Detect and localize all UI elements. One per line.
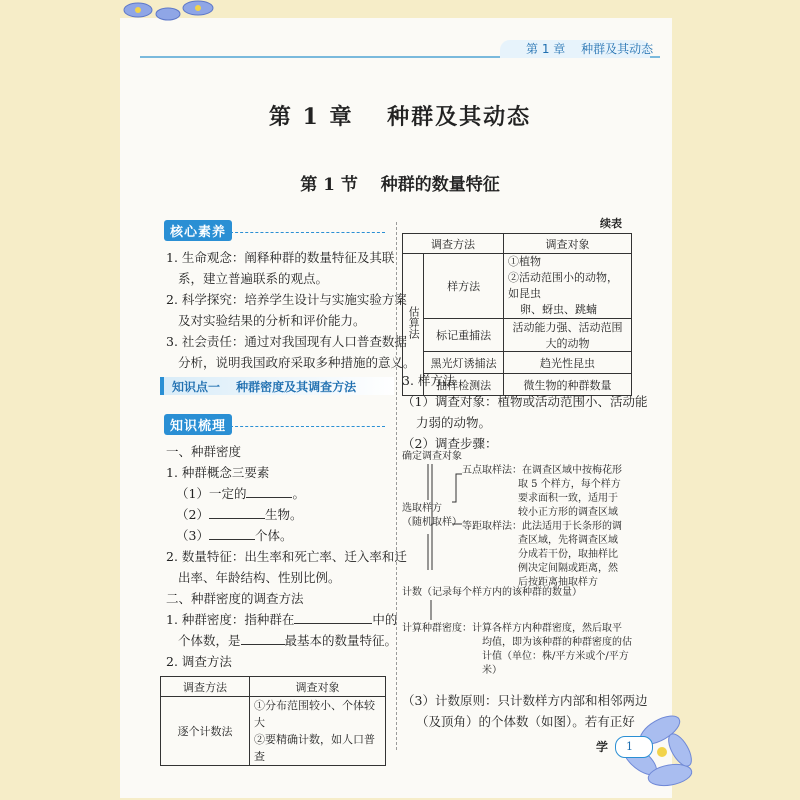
review-text: 中的 xyxy=(372,612,398,627)
table-cell-line: ②要精确计数，如人口普查 xyxy=(254,733,375,763)
page-number: 1 xyxy=(626,740,633,753)
sampling-p2: （2）调查步骤： xyxy=(402,436,498,451)
core-item-1: 1. 生命观念：阐释种群的数量特征及其联 xyxy=(166,250,395,265)
review-heading-1: 一、种群密度 xyxy=(166,444,242,459)
review-text: 生物。 xyxy=(264,507,303,522)
core-literacy-tag: 核心素养 xyxy=(164,220,232,241)
flow-text-line: 计算种群密度：计算各样方内种群密度，然后取平 xyxy=(402,623,622,634)
review-heading-2: 二、种群密度的调查方法 xyxy=(166,591,304,606)
review-text: 1. 种群密度：指种群在 xyxy=(166,612,295,627)
sampling-p1: （1）调查对象：植物或活动范围小、活动能 xyxy=(402,394,648,409)
flow-count-step: 计数（记录每个样方内的该种群的数量） xyxy=(402,587,582,598)
table-cell-line: ①分布范围较小、个体较大 xyxy=(254,699,375,729)
fill-blank xyxy=(246,497,292,498)
review-line xyxy=(176,483,305,504)
tag-rule xyxy=(230,232,385,234)
table-cell-line: ②活动范围小的动物，如昆虫 xyxy=(508,271,618,300)
five-point-method xyxy=(462,464,622,520)
flow-text-line: 计值（单位：株/平方米或个/平方 xyxy=(482,651,629,662)
table-cell-line: ①植物 xyxy=(508,255,541,268)
review-line xyxy=(176,525,292,546)
flow-select-line: 选取样方 xyxy=(402,503,442,514)
flow-text-line: 取 5 个样方，每个样方 xyxy=(518,479,621,490)
flow-text-line: 例决定间隔或距离，然 xyxy=(518,563,618,574)
flow-text-line: 五点取样法：在调查区域中按梅花形 xyxy=(462,465,622,476)
page-number-badge xyxy=(615,736,653,758)
review-line: 2. 数量特征：出生率和死亡率、迁入率和迁 xyxy=(166,549,407,564)
review-text: 。 xyxy=(292,486,305,501)
table-continued-label: 续表 xyxy=(600,217,622,230)
table-cell-objects: 微生物的种群数量 xyxy=(504,374,632,396)
section-title: 第 1 节 种群的数量特征 xyxy=(300,175,500,195)
flower-decoration-icon xyxy=(118,0,228,32)
table-cell-method: 逐个计数法 xyxy=(161,697,250,766)
table-header: 调查对象 xyxy=(504,234,632,254)
review-line xyxy=(166,609,397,630)
review-line: 1. 种群概念三要素 xyxy=(166,465,270,480)
table-cell-line: 卵、蚜虫、跳蝻 xyxy=(520,303,597,316)
sampling-heading: 3. 样方法 xyxy=(402,373,456,388)
review-line xyxy=(176,504,302,525)
table-header: 调查对象 xyxy=(250,677,386,697)
footer-subject: 学 xyxy=(596,740,609,754)
review-text: 个体。 xyxy=(254,528,293,543)
fill-blank xyxy=(241,644,285,645)
flow-select-line: （随机取样） xyxy=(402,517,462,528)
review-line: 2. 调查方法 xyxy=(166,654,232,669)
fill-blank xyxy=(294,623,372,624)
review-text: 最基本的数量特征。 xyxy=(284,633,398,648)
core-item-1-cont: 系，建立普遍联系的观点。 xyxy=(178,271,329,286)
flow-arrow-icon xyxy=(426,600,436,622)
review-text: （3） xyxy=(176,528,209,543)
table-cell-method: 抽样检测法 xyxy=(424,374,504,396)
review-line xyxy=(178,630,397,651)
flow-text-line: 米） xyxy=(482,665,502,676)
fill-blank xyxy=(209,518,265,519)
table-cell-method: 黑光灯诱捕法 xyxy=(424,352,504,374)
fill-blank xyxy=(209,539,255,540)
table-cell-objects xyxy=(250,697,386,766)
core-item-3-cont: 分析，说明我国政府采取多种措施的意义。 xyxy=(178,355,416,370)
table-cell-objects: 活动能力强、活动范围大的动物 xyxy=(504,319,632,352)
flow-text-line: 较小正方形的调查区域 xyxy=(518,507,618,518)
sampling-p3: （3）计数原则：只计数样方内部和相邻两边 xyxy=(402,693,648,708)
running-title: 第 1 章 种群及其动态 xyxy=(526,42,654,56)
knowledge-point-title: 知识点一 种群密度及其调查方法 xyxy=(172,380,357,394)
table-cell-objects xyxy=(504,254,632,319)
chapter-title: 第 1 章 种群及其动态 xyxy=(268,104,532,130)
table-header: 调查方法 xyxy=(161,677,250,697)
table-cell-objects: 趋光性昆虫 xyxy=(504,352,632,374)
survey-methods-table xyxy=(160,676,386,766)
equal-distance-method xyxy=(462,520,622,590)
flow-start: 确定调查对象 xyxy=(402,451,462,462)
flow-text-line: 均值，即为该种群的种群密度的估 xyxy=(482,637,632,648)
core-item-3: 3. 社会责任：通过对我国现有人口普查数据 xyxy=(166,334,407,349)
tag-rule xyxy=(230,426,385,428)
review-line: 出率、年龄结构、性别比例。 xyxy=(178,570,341,585)
review-text: （2） xyxy=(176,507,209,522)
column-divider xyxy=(396,222,397,750)
flow-text-line: 等距取样法：此法适用于长条形的调 xyxy=(462,521,622,532)
flow-text-line: 分成若干份，取抽样比 xyxy=(518,549,618,560)
flow-text-line: 后按距离抽取样方 xyxy=(518,577,598,588)
core-item-2-cont: 及对实验结果的分析和评价能力。 xyxy=(178,313,366,328)
table-cell-method: 标记重捕法 xyxy=(424,319,504,352)
table-cell-method: 样方法 xyxy=(424,254,504,319)
core-item-2: 2. 科学探究：培养学生设计与实施实验方案 xyxy=(166,292,407,307)
group-label-text: 估算法 xyxy=(407,306,421,339)
flow-select xyxy=(402,502,462,530)
sampling-p1-cont: 力弱的动物。 xyxy=(416,415,492,430)
knowledge-review-tag: 知识梳理 xyxy=(164,414,232,435)
flow-text-line: 查区域，先将调查区域 xyxy=(518,535,618,546)
sampling-p3-cont: （及顶角）的个体数（如图）。若有正好 xyxy=(416,714,635,729)
flow-calc-step xyxy=(402,622,632,678)
review-text: 个体数，是 xyxy=(178,633,241,648)
table-header: 调查方法 xyxy=(403,234,504,254)
flow-text-line: 要求面积一致，适用于 xyxy=(518,493,618,504)
review-text: （1）一定的 xyxy=(176,486,247,501)
